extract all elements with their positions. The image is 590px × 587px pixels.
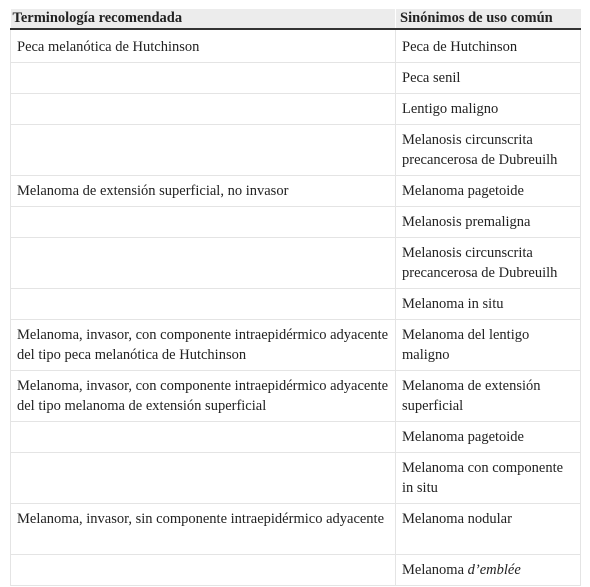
table-row bbox=[11, 371, 581, 422]
term-cell bbox=[11, 63, 396, 94]
synonym-cell: Melanoma pagetoide bbox=[396, 422, 581, 453]
table-row bbox=[11, 504, 581, 555]
table-row bbox=[11, 289, 581, 320]
table-row bbox=[11, 320, 581, 371]
table-body bbox=[11, 29, 581, 586]
header-recommended-terminology: Terminología recomendada bbox=[11, 9, 396, 29]
term-cell bbox=[11, 238, 396, 289]
synonym-cell: Melanoma del lentigo maligno bbox=[396, 320, 581, 371]
table-header bbox=[11, 9, 581, 29]
table-row bbox=[11, 125, 581, 176]
term-cell bbox=[11, 555, 396, 586]
header-row bbox=[11, 9, 581, 29]
synonym-italic: d’emblée bbox=[467, 562, 521, 578]
synonym-cell bbox=[396, 555, 581, 586]
table-row bbox=[11, 207, 581, 238]
term-cell bbox=[11, 289, 396, 320]
table-row bbox=[11, 29, 581, 63]
table-row bbox=[11, 63, 581, 94]
term-cell: Melanoma, invasor, con componente intraepidérmico adyacente del tipo melanoma de extensión superficial bbox=[11, 371, 396, 422]
table-row bbox=[11, 94, 581, 125]
synonym-cell: Peca senil bbox=[396, 63, 581, 94]
terminology-table bbox=[10, 9, 581, 586]
table-row bbox=[11, 176, 581, 207]
synonym-cell: Melanoma de extensión superficial bbox=[396, 371, 581, 422]
header-common-synonyms: Sinónimos de uso común bbox=[396, 9, 581, 29]
synonym-cell: Melanoma in situ bbox=[396, 289, 581, 320]
terminology-table-container bbox=[10, 9, 580, 586]
table-row bbox=[11, 422, 581, 453]
term-cell bbox=[11, 453, 396, 504]
synonym-cell: Melanosis circunscrita precancerosa de Dubreuilh bbox=[396, 125, 581, 176]
synonym-cell: Melanosis circunscrita precancerosa de Dubreuilh bbox=[396, 238, 581, 289]
table-row bbox=[11, 555, 581, 586]
synonym-cell: Lentigo maligno bbox=[396, 94, 581, 125]
synonym-cell: Melanoma con componente in situ bbox=[396, 453, 581, 504]
term-cell: Peca melanótica de Hutchinson bbox=[11, 29, 396, 63]
term-cell: Melanoma, invasor, con componente intraepidérmico adyacente del tipo peca melanótica de Hutchinson bbox=[11, 320, 396, 371]
term-cell bbox=[11, 422, 396, 453]
synonym-cell: Peca de Hutchinson bbox=[396, 29, 581, 63]
table-row bbox=[11, 453, 581, 504]
synonym-cell: Melanoma pagetoide bbox=[396, 176, 581, 207]
term-cell bbox=[11, 94, 396, 125]
table-row bbox=[11, 238, 581, 289]
term-cell bbox=[11, 207, 396, 238]
term-cell: Melanoma, invasor, sin componente intraepidérmico adyacente bbox=[11, 504, 396, 555]
term-cell bbox=[11, 125, 396, 176]
synonym-cell: Melanosis premaligna bbox=[396, 207, 581, 238]
synonym-prefix: Melanoma bbox=[402, 562, 468, 578]
synonym-cell: Melanoma nodular bbox=[396, 504, 581, 555]
term-cell: Melanoma de extensión superficial, no invasor bbox=[11, 176, 396, 207]
